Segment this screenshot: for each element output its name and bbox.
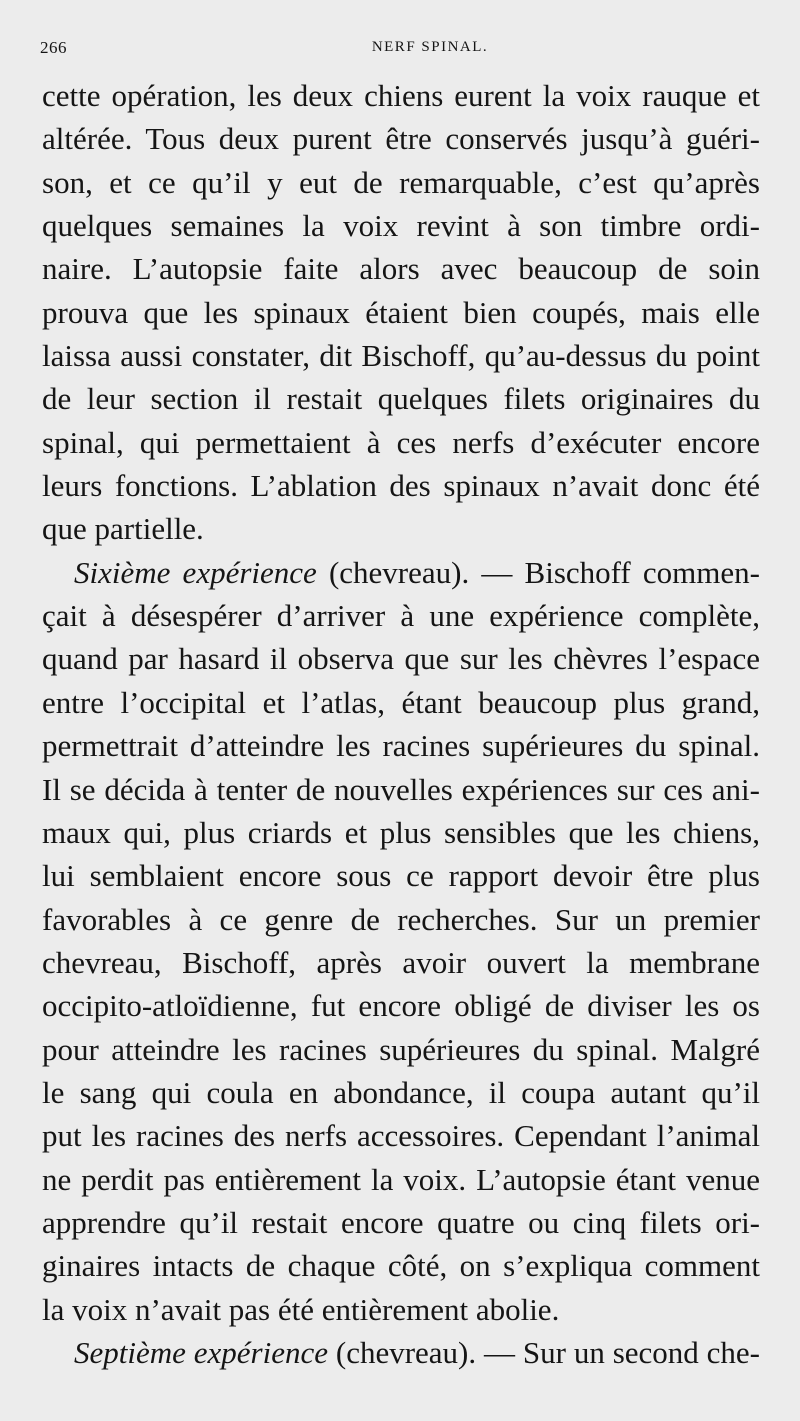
text-line: [42, 1288, 760, 1331]
text-line: [42, 117, 760, 160]
italic-heading: Septième expérience: [74, 1334, 328, 1370]
line-text: ne perdit pas entièrement la voix. L’autopsie étant venue: [42, 1161, 760, 1197]
line-text: occipito-atloïdienne, fut encore obligé de diviser les os: [42, 988, 760, 1024]
line-text: la voix n’avait pas été entièrement abolie.: [42, 1291, 560, 1327]
line-text: altérée. Tous deux purent être conservés jusqu’à guéri-: [42, 121, 760, 157]
line-text: favorables à ce genre de recherches. Sur un premier: [42, 901, 760, 937]
text-line: [42, 768, 760, 811]
text-line: [42, 377, 760, 420]
text-line: [42, 1201, 760, 1244]
text-line: [42, 464, 760, 507]
line-text: apprendre qu’il restait encore quatre ou cinq filets ori-: [42, 1204, 760, 1240]
body-text: [42, 74, 760, 1374]
text-line: [42, 1028, 760, 1071]
text-line: [42, 551, 760, 594]
text-line: [42, 854, 760, 897]
line-text: que partielle.: [42, 511, 204, 547]
text-line: [42, 637, 760, 680]
text-line: [42, 941, 760, 984]
line-text: lui semblaient encore sous ce rapport devoir être plus: [42, 858, 760, 894]
text-line: [42, 74, 760, 117]
text-line: [42, 204, 760, 247]
text-line: [42, 507, 760, 550]
text-line: [42, 1331, 760, 1374]
text-line: [42, 247, 760, 290]
line-text: cette opération, les deux chiens eurent la voix rauque et: [42, 78, 760, 113]
page-number: 266: [40, 38, 67, 57]
line-text: prouva que les spinaux étaient bien coupés, mais elle: [42, 294, 760, 330]
line-text: laissa aussi constater, dit Bischoff, qu’au-dessus du point: [42, 338, 760, 374]
italic-heading: Sixième expérience: [74, 554, 317, 590]
line-text: quand par hasard il observa que sur les chèvres l’espace: [42, 641, 760, 677]
text-line: [42, 1114, 760, 1157]
line-text: entre l’occipital et l’atlas, étant beaucoup plus grand,: [42, 684, 760, 720]
line-text: maux qui, plus criards et plus sensibles que les chiens,: [42, 814, 760, 850]
line-text: naire. L’autopsie faite alors avec beaucoup de soin: [42, 251, 760, 287]
text-line: [42, 811, 760, 854]
line-text: de leur section il restait quelques filets originaires du: [42, 381, 760, 417]
line-text: son, et ce qu’il y eut de remarquable, c’est qu’après: [42, 164, 760, 200]
text-line: [42, 1071, 760, 1114]
line-text: permettrait d’atteindre les racines supérieures du spinal.: [42, 728, 760, 764]
line-text: pour atteindre les racines supérieures du spinal. Malgré: [42, 1031, 760, 1067]
line-text: ginaires intacts de chaque côté, on s’expliqua comment: [42, 1248, 760, 1284]
line-text: spinal, qui permettaient à ces nerfs d’exécuter encore: [42, 424, 760, 460]
text-line: [42, 291, 760, 334]
line-text: (chevreau). — Sur un second che-: [328, 1334, 760, 1370]
running-head: [40, 38, 760, 64]
line-text: Il se décida à tenter de nouvelles expériences sur ces ani-: [42, 771, 760, 807]
line-text: le sang qui coula en abondance, il coupa autant qu’il: [42, 1074, 760, 1110]
line-text: quelques semaines la voix revint à son timbre ordi-: [42, 208, 760, 244]
text-line: [42, 334, 760, 377]
text-line: [42, 161, 760, 204]
line-text: çait à désespérer d’arriver à une expérience complète,: [42, 598, 760, 634]
text-line: [42, 421, 760, 464]
line-text: put les racines des nerfs accessoires. Cependant l’animal: [42, 1118, 760, 1154]
text-line: [42, 1158, 760, 1201]
text-line: [42, 594, 760, 637]
text-line: [42, 1244, 760, 1287]
line-text: (chevreau). — Bischoff commen-: [316, 554, 760, 590]
text-line: [42, 898, 760, 941]
text-line: [42, 984, 760, 1027]
running-title: NERF SPINAL.: [371, 39, 489, 55]
line-text: leurs fonctions. L’ablation des spinaux n’avait donc été: [42, 468, 760, 504]
text-line: [42, 724, 760, 767]
line-text: chevreau, Bischoff, après avoir ouvert la membrane: [42, 944, 760, 980]
text-line: [42, 681, 760, 724]
